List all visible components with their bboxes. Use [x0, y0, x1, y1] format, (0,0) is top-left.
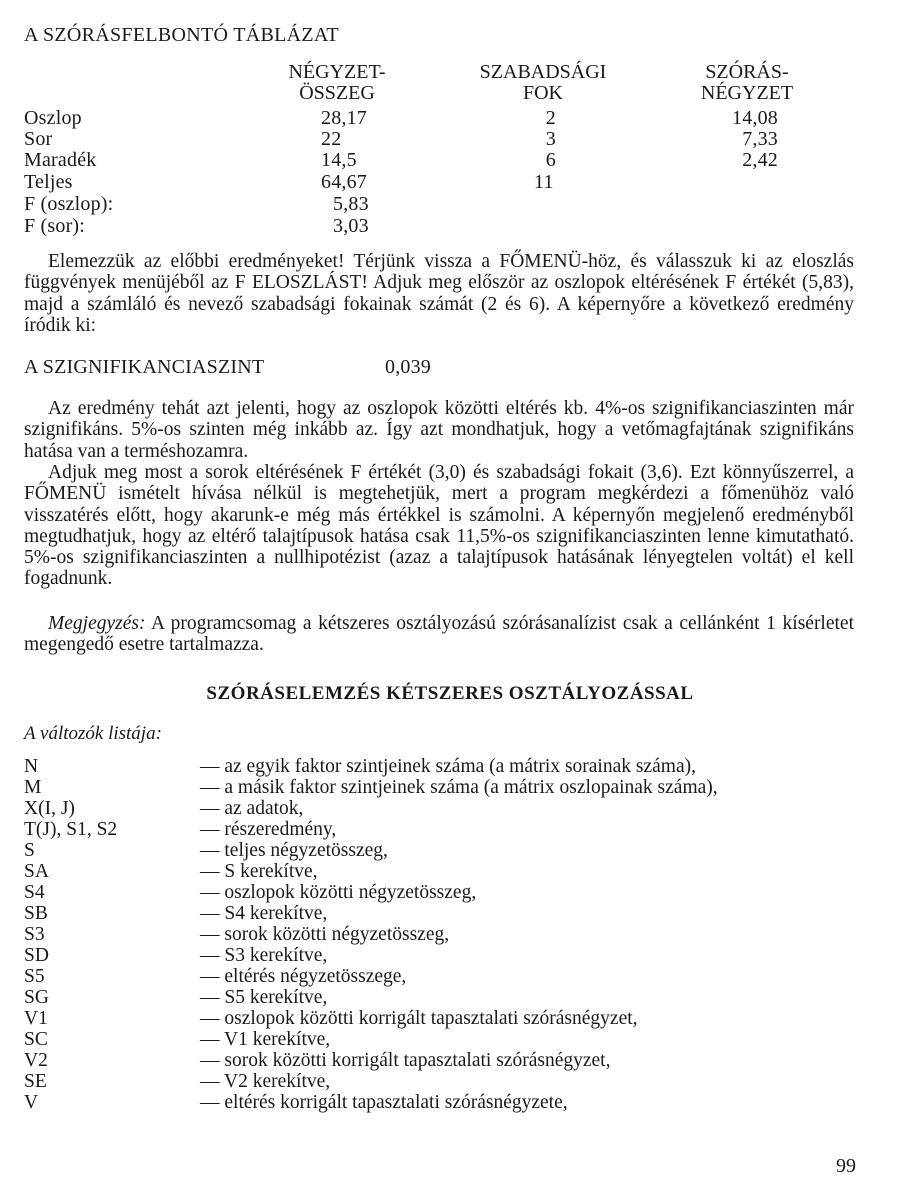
variable-name: SC: [24, 1029, 48, 1050]
variable-name: M: [24, 777, 42, 798]
variable-name: S: [24, 840, 35, 861]
variable-desc: — eltérés korrigált tapasztalati szórásnégyzete,: [200, 1092, 568, 1113]
row-sum: 64,67: [321, 171, 367, 193]
paragraph-text: Adjuk meg most a sorok eltérésének F értékét (3,0) és szabadsági fokait (3,6). Ezt könnyűszerrel, a FŐMENÜ ismételt hívása nélkül is megtehetjük, mert a program megkérdezi a főmenühöz való visszatérés előtt, hogy akarunk-e még más értékkel is számolni. A képernyőn megjelenő eredményből megtudhatjuk, hogy az eltérő talajtípusok hatása csak 11,5%-os szignifikanciaszinten lenne kimutatható. 5%-os szignifikanciaszinten a nullhipotézist (azaz a talajtípusok hatásának lényegtelen voltát) el kell fogadnunk.: [24, 462, 854, 590]
variable-name: V2: [24, 1050, 48, 1071]
result-value: 0,039: [385, 356, 431, 378]
list-item: [24, 756, 696, 777]
header-line: SZABADSÁGI: [479, 61, 607, 83]
list-item: [24, 861, 318, 882]
variable-name: SE: [24, 1071, 47, 1092]
variable-name: SD: [24, 945, 49, 966]
variable-desc: — sorok közötti négyzetösszeg,: [200, 924, 450, 945]
row-var: 7,33: [742, 128, 778, 150]
row-df: 3: [545, 128, 556, 150]
list-item: [24, 945, 327, 966]
list-item: [24, 987, 327, 1008]
variable-desc: — S4 kerekítve,: [200, 903, 328, 924]
paragraph-text: Elemezzük az előbbi eredményeket! Térjünk vissza a FŐMENÜ-höz, és válasszuk ki az eloszlás függvények menüjéből az F ELOSZLÁST! Adjuk meg először az oszlopok eltérésének F értékét (5,83), majd a számláló és nevező szabadsági fokainak számát (2 és 6). A képernyőre a következő eredmény íródik ki:: [24, 251, 854, 336]
variable-name: V1: [24, 1008, 48, 1029]
variable-desc: — oszlopok közötti korrigált tapasztalati szórásnégyzet,: [200, 1008, 638, 1029]
variable-desc: — eltérés négyzetösszege,: [200, 966, 407, 987]
row-df: 6: [545, 149, 556, 171]
result-label: A SZIGNIFIKANCIASZINT: [24, 356, 265, 378]
variable-name: S5: [24, 966, 45, 987]
variable-desc: — S3 kerekítve,: [200, 945, 328, 966]
variable-desc: — V2 kerekítve,: [200, 1071, 331, 1092]
list-item: [24, 840, 388, 861]
variable-name: SA: [24, 861, 49, 882]
header-line: NÉGYZET: [700, 82, 794, 104]
variable-desc: — teljes négyzetösszeg,: [200, 840, 388, 861]
variable-desc: — S5 kerekítve,: [200, 987, 328, 1008]
list-item: [24, 882, 476, 903]
header-line: ÖSSZEG: [299, 82, 375, 104]
variable-desc: — az adatok,: [200, 798, 304, 819]
row-sum: 22: [321, 128, 342, 150]
variable-name: N: [24, 756, 39, 777]
row-sum: 5,83: [333, 193, 369, 215]
header-variance: [678, 62, 816, 104]
variable-desc: — V1 kerekítve,: [200, 1029, 331, 1050]
variable-name: S3: [24, 924, 45, 945]
row-sum: 28,17: [321, 107, 367, 129]
row-var: 14,08: [732, 107, 778, 129]
paragraph-1: [24, 251, 854, 336]
list-item: [24, 966, 406, 987]
variable-desc: — sorok közötti korrigált tapasztalati szórásnégyzet,: [200, 1050, 611, 1071]
note-label: Megjegyzés:: [48, 613, 146, 634]
header-line: SZÓRÁS-: [705, 61, 789, 83]
list-item: [24, 1092, 568, 1113]
variable-name: SB: [24, 903, 48, 924]
note-paragraph: [24, 613, 854, 656]
list-item: [24, 1071, 330, 1092]
variable-name: X(I, J): [24, 798, 75, 819]
list-item: [24, 1008, 638, 1029]
variable-desc: — S kerekítve,: [200, 861, 318, 882]
list-item: [24, 798, 303, 819]
variables-heading: A változók listája:: [24, 723, 162, 744]
row-label: Oszlop: [24, 107, 82, 129]
list-item: [24, 819, 336, 840]
variable-name: T(J), S1, S2: [24, 819, 118, 840]
list-item: [24, 777, 718, 798]
table-title: A SZÓRÁSFELBONTÓ TÁBLÁZAT: [24, 24, 339, 46]
row-label: Sor: [24, 128, 53, 150]
page-number: 99: [836, 1155, 856, 1177]
variable-name: S4: [24, 882, 45, 903]
variable-desc: — részeredmény,: [200, 819, 337, 840]
row-label: Maradék: [24, 149, 97, 171]
row-df: 2: [545, 107, 556, 129]
row-label: F (oszlop):: [24, 193, 114, 215]
variable-desc: — oszlopok közötti négyzetösszeg,: [200, 882, 477, 903]
row-sum: 14,5: [321, 149, 357, 171]
row-df: 11: [534, 171, 554, 193]
header-line: FOK: [522, 82, 563, 104]
row-label: Teljes: [24, 171, 73, 193]
header-sum-of-squares: [262, 62, 412, 104]
note-text: A programcsomag a kétszeres osztályozású szórásanalízist csak a cellánként 1 kísérletet megengedő esetre tartalmazza.: [24, 613, 854, 656]
list-item: [24, 903, 327, 924]
variable-desc: — a másik faktor szintjeinek száma (a mátrix oszlopainak száma),: [200, 777, 718, 798]
list-item: [24, 1029, 330, 1050]
variable-desc: — az egyik faktor szintjeinek száma (a mátrix sorainak száma),: [200, 756, 696, 777]
variable-name: SG: [24, 987, 49, 1008]
paragraph-2: [24, 398, 854, 462]
variable-name: V: [24, 1092, 39, 1113]
row-var: 2,42: [742, 149, 778, 171]
paragraph-3: [24, 462, 854, 590]
paragraph-text: Az eredmény tehát azt jelenti, hogy az oszlopok közötti eltérés kb. 4%-os szignifikanciaszinten már szignifikáns. 5%-os szinten még inkább az. Így azt mondhatjuk, hogy a vetőmagfajtának szignifikáns hatása van a terméshozamra.: [24, 398, 854, 462]
list-item: [24, 924, 449, 945]
section-title: SZÓRÁSELEMZÉS KÉTSZERES OSZTÁLYOZÁSSAL: [206, 683, 694, 704]
row-sum: 3,03: [333, 215, 369, 237]
list-item: [24, 1050, 610, 1071]
header-line: NÉGYZET-: [288, 61, 386, 83]
header-degrees-of-freedom: [458, 62, 628, 104]
row-label: F (sor):: [24, 215, 86, 237]
